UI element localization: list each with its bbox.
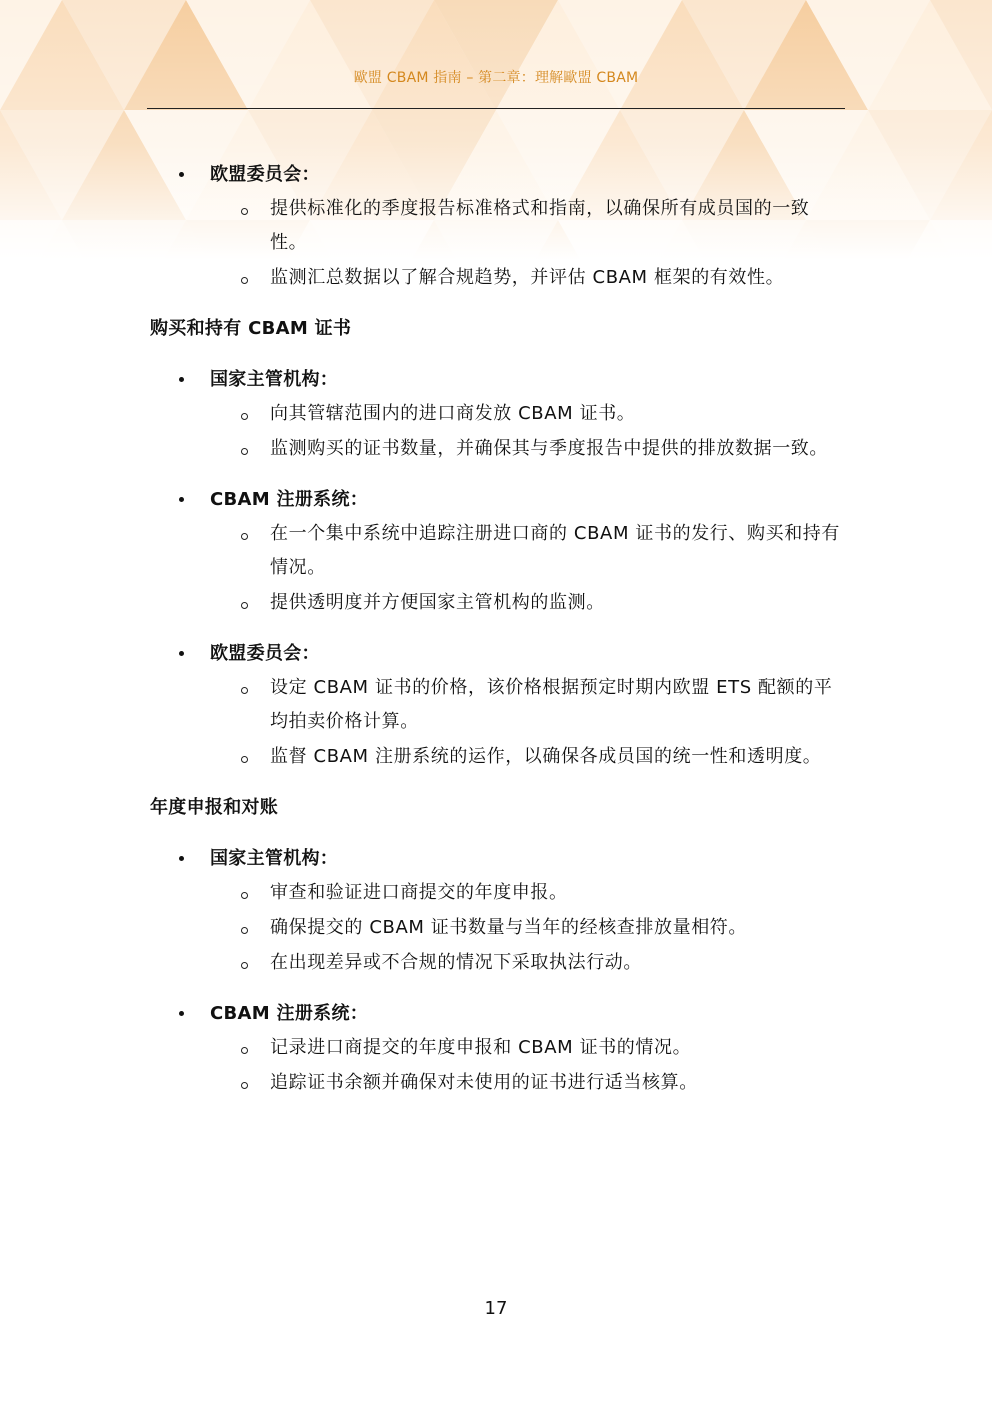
bullet-group xyxy=(150,842,850,980)
hollow-bullet-icon xyxy=(241,1047,248,1054)
hollow-bullet-icon xyxy=(241,602,248,609)
bullet-group xyxy=(150,363,850,466)
sub-list-item-text: 设定 CBAM 证书的价格，该价格根据预定时期内欧盟 ETS 配额的平均拍卖价格计算。 xyxy=(270,677,833,732)
sub-list-item-text: 提供标准化的季度报告标准格式和指南，以确保所有成员国的一致性。 xyxy=(270,198,810,253)
sub-list-item xyxy=(270,432,845,466)
hollow-bullet-icon xyxy=(241,892,248,899)
bullet-group xyxy=(150,158,850,295)
sub-list xyxy=(150,397,850,466)
bullet-group xyxy=(150,997,850,1100)
bullet-group xyxy=(150,483,850,620)
sub-list-item-text: 向其管辖范围内的进口商发放 CBAM 证书。 xyxy=(270,403,636,424)
sub-list-item-text: 在一个集中系统中追踪注册进口商的 CBAM 证书的发行、购买和持有情况。 xyxy=(270,523,841,578)
hollow-bullet-icon xyxy=(241,687,248,694)
sub-list-item-text: 审查和验证进口商提交的年度申报。 xyxy=(270,882,568,903)
sub-list xyxy=(150,671,850,774)
sub-list xyxy=(150,192,850,295)
bullet-item xyxy=(210,158,850,192)
bullet-dot-icon xyxy=(179,1011,184,1016)
hollow-bullet-icon xyxy=(241,756,248,763)
sub-list xyxy=(150,517,850,620)
header-divider xyxy=(147,108,845,109)
sub-list-item xyxy=(270,517,845,585)
sub-list-item xyxy=(270,671,845,739)
section-heading: 年度申报和对账 xyxy=(150,797,279,818)
hollow-bullet-icon xyxy=(241,927,248,934)
sub-list-item xyxy=(270,192,845,260)
hollow-bullet-icon xyxy=(241,533,248,540)
bullet-group xyxy=(150,637,850,774)
sub-list-item-text: 监测购买的证书数量，并确保其与季度报告中提供的排放数据一致。 xyxy=(270,438,828,459)
sub-list-item-text: 在出现差异或不合规的情况下采取执法行动。 xyxy=(270,952,642,973)
sub-list-item-text: 记录进口商提交的年度申报和 CBAM 证书的情况。 xyxy=(270,1037,692,1058)
hollow-bullet-icon xyxy=(241,208,248,215)
hollow-bullet-icon xyxy=(241,413,248,420)
sub-list-item xyxy=(270,946,845,980)
sub-list-item-text: 监督 CBAM 注册系统的运作，以确保各成员国的统一性和透明度。 xyxy=(270,746,822,767)
bullet-dot-icon xyxy=(179,651,184,656)
hollow-bullet-icon xyxy=(241,962,248,969)
running-header: 歐盟 CBAM 指南 – 第二章：理解歐盟 CBAM xyxy=(353,70,639,86)
bullet-item xyxy=(210,363,850,397)
bullet-label: 国家主管机构： xyxy=(210,848,339,869)
sub-list-item xyxy=(270,1031,845,1065)
bullet-label: 欧盟委员会： xyxy=(210,643,320,664)
sub-list-item xyxy=(270,261,845,295)
sub-list-item-text: 监测汇总数据以了解合规趋势，并评估 CBAM 框架的有效性。 xyxy=(270,267,785,288)
bullet-item xyxy=(210,637,850,671)
sub-list-item-text: 追踪证书余额并确保对未使用的证书进行适当核算。 xyxy=(270,1072,698,1093)
section-heading: 购买和持有 CBAM 证书 xyxy=(150,318,352,339)
bullet-label: 欧盟委员会： xyxy=(210,164,320,185)
sub-list-item-text: 确保提交的 CBAM 证书数量与当年的经核查排放量相符。 xyxy=(270,917,748,938)
bullet-item xyxy=(210,842,850,876)
bullet-dot-icon xyxy=(179,377,184,382)
sub-list-item xyxy=(270,740,845,774)
page-content xyxy=(150,158,850,1117)
page-number: 17 xyxy=(484,1298,508,1319)
bullet-label: CBAM 注册系统： xyxy=(210,489,369,510)
bullet-label: 国家主管机构： xyxy=(210,369,339,390)
hollow-bullet-icon xyxy=(241,448,248,455)
sub-list-item xyxy=(270,876,845,910)
bullet-dot-icon xyxy=(179,497,184,502)
bullet-item xyxy=(210,483,850,517)
sub-list-item xyxy=(270,1066,845,1100)
sub-list-item xyxy=(270,586,845,620)
sub-list xyxy=(150,1031,850,1100)
bullet-dot-icon xyxy=(179,856,184,861)
sub-list-item xyxy=(270,911,845,945)
hollow-bullet-icon xyxy=(241,277,248,284)
sub-list-item xyxy=(270,397,845,431)
sub-list-item-text: 提供透明度并方便国家主管机构的监测。 xyxy=(270,592,605,613)
bullet-dot-icon xyxy=(179,172,184,177)
bullet-label: CBAM 注册系统： xyxy=(210,1003,369,1024)
hollow-bullet-icon xyxy=(241,1082,248,1089)
bullet-item xyxy=(210,997,850,1031)
sub-list xyxy=(150,876,850,980)
